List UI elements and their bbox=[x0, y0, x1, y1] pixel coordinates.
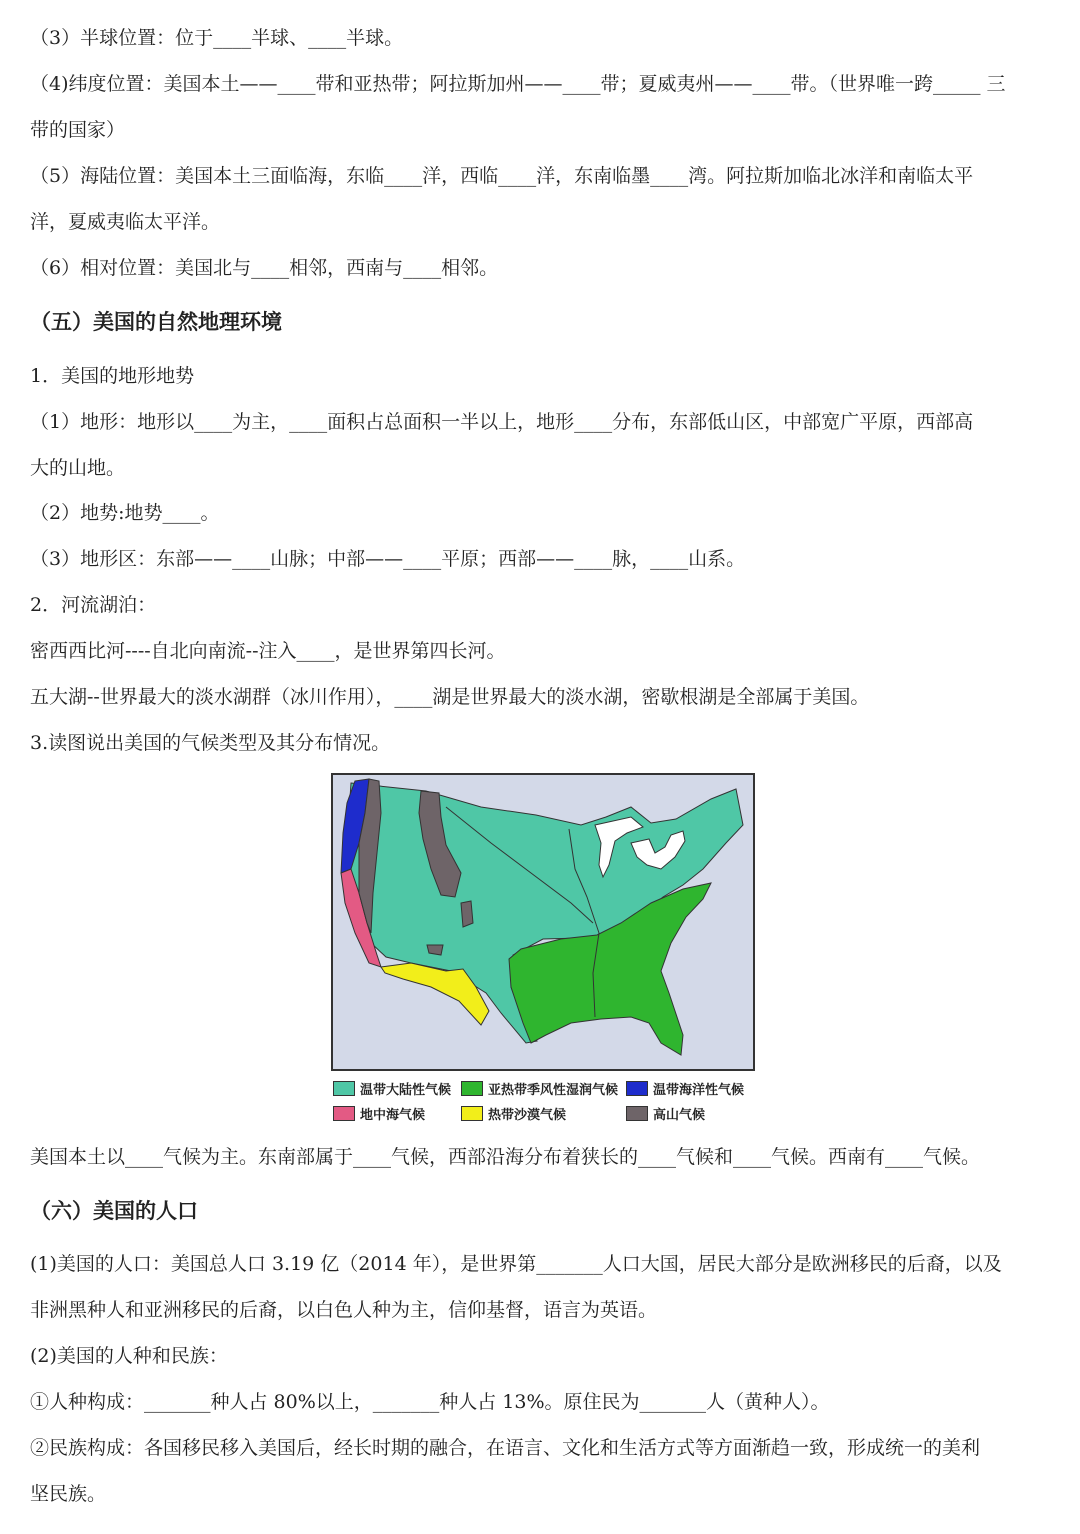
legend-item bbox=[626, 1103, 705, 1123]
text-line: 1．美国的地形地势 bbox=[30, 365, 195, 387]
legend-swatch bbox=[626, 1081, 648, 1096]
text-line: 坚民族。 bbox=[30, 1483, 107, 1505]
text-line: （4)纬度位置：美国本土——____带和亚热带；阿拉斯加州——____带；夏威夷州——____带。（世界唯一跨_____ 三 bbox=[30, 73, 1006, 95]
section-heading: （五）美国的自然地理环境 bbox=[30, 310, 282, 334]
legend-label: 亚热带季风性湿润气候 bbox=[488, 1082, 619, 1098]
text-line: （5）海陆位置：美国本土三面临海，东临____洋，西临____洋，东南临墨____湾。阿拉斯加临北冰洋和南临太平 bbox=[30, 165, 974, 187]
text-line: （3）地形区：东部——____山脉；中部——____平原；西部——____脉，____山系。 bbox=[30, 548, 746, 570]
map-legend bbox=[333, 1078, 773, 1126]
text-line: 带的国家） bbox=[30, 119, 126, 141]
text-line: 3.读图说出美国的气候类型及其分布情况。 bbox=[30, 732, 391, 754]
highland-region-south bbox=[461, 901, 473, 927]
legend-label: 热带沙漠气候 bbox=[488, 1107, 567, 1123]
text-line: 大的山地。 bbox=[30, 457, 126, 479]
text-line: (1)美国的人口：美国总人口 3.19 亿（2014 年），是世界第_______人口大国，居民大部分是欧洲移民的后裔，以及 bbox=[30, 1253, 1002, 1275]
text-line: 美国本土以____气候为主。东南部属于____气候，西部沿海分布着狭长的____气候和____气候。西南有____气候。 bbox=[30, 1146, 981, 1168]
text-line: 密西西比河----自北向南流--注入____，是世界第四长河。 bbox=[30, 640, 506, 662]
legend-label: 温带海洋性气候 bbox=[653, 1082, 745, 1098]
us-climate-map bbox=[331, 773, 755, 1071]
text-line: ②民族构成：各国移民移入美国后，经长时期的融合，在语言、文化和生活方式等方面渐趋一致，形成统一的美利 bbox=[30, 1437, 981, 1459]
text-line: 非洲黑种人和亚洲移民的后裔，以白色人种为主，信仰基督，语言为英语。 bbox=[30, 1299, 658, 1321]
legend-swatch bbox=[333, 1081, 355, 1096]
highland-region-plateau bbox=[427, 945, 443, 955]
legend-label: 地中海气候 bbox=[360, 1107, 426, 1123]
legend-swatch bbox=[461, 1081, 483, 1096]
text-line: 2．河流湖泊： bbox=[30, 594, 157, 616]
text-line: 洋，夏威夷临太平洋。 bbox=[30, 211, 221, 233]
text-line: （2）地势:地势____。 bbox=[30, 502, 220, 524]
legend-swatch bbox=[626, 1106, 648, 1121]
section-heading: （六）美国的人口 bbox=[30, 1199, 198, 1223]
legend-item bbox=[626, 1078, 744, 1098]
legend-swatch bbox=[461, 1106, 483, 1121]
text-line: (2)美国的人种和民族： bbox=[30, 1345, 228, 1367]
text-line: ①人种构成：_______种人占 80%以上，_______种人占 13%。原住民为_______人（黄种人）。 bbox=[30, 1391, 830, 1413]
legend-item bbox=[461, 1078, 618, 1098]
text-line: 五大湖--世界最大的淡水湖群（冰川作用），____湖是世界最大的淡水湖，密歇根湖是全部属于美国。 bbox=[30, 686, 870, 708]
text-line: （1）地形：地形以____为主，____面积占总面积一半以上，地形____分布，东部低山区，中部宽广平原，西部高 bbox=[30, 411, 974, 433]
legend-label: 高山气候 bbox=[653, 1107, 706, 1123]
legend-swatch bbox=[333, 1106, 355, 1121]
legend-item bbox=[333, 1078, 451, 1098]
legend-item bbox=[461, 1103, 566, 1123]
legend-label: 温带大陆性气候 bbox=[360, 1082, 452, 1098]
legend-item bbox=[333, 1103, 425, 1123]
text-line: （6）相对位置：美国北与____相邻，西南与____相邻。 bbox=[30, 257, 499, 279]
text-line: （3）半球位置：位于____半球、____半球。 bbox=[30, 27, 404, 49]
